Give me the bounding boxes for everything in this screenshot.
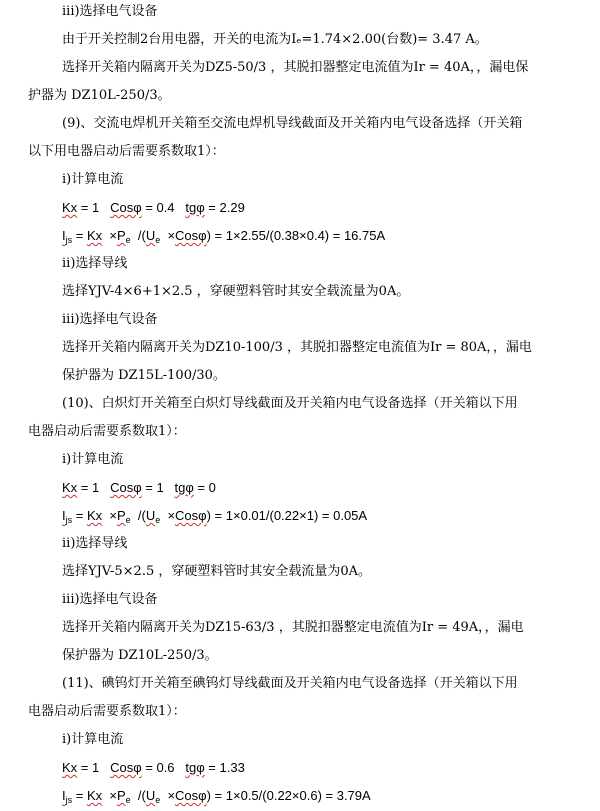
text-line: i)计算电流 — [62, 732, 124, 747]
text-line: (11)、碘钨灯开关箱至碘钨灯导线截面及开关箱内电气设备选择（开关箱以下用 — [62, 676, 518, 691]
text-line: iii)选择电气设备 — [62, 592, 158, 607]
text-line: i)计算电流 — [62, 172, 124, 187]
text-line: 电器启动后需要系数取1）： — [28, 424, 186, 439]
kx-label: Kx — [86, 228, 103, 243]
pe-label: $P_e$ — [116, 228, 131, 245]
text-line: (9)、交流电焊机开关箱至交流电焊机导线截面及开关箱内电气设备选择（开关箱 — [62, 116, 523, 131]
text-line: 护器为 DZ10L-250/3。 — [28, 88, 171, 103]
text-line: 保护器为 DZ15L-100/30。 — [62, 368, 226, 383]
current-formula-line: $I_{js} = Kx \times P_e$ $/(U_e \times Cos\varphi) = 1\times 0.01/(0.22\times 1) = 0.05A$ — [62, 508, 368, 525]
kx-label: Kx — [86, 508, 103, 523]
pe-label: $P_e$ — [116, 508, 131, 525]
text-line: i)计算电流 — [62, 452, 124, 467]
pe-label: $P_e$ — [116, 788, 131, 805]
tg-value: 1.33 — [219, 760, 245, 775]
cos-label: Cosφ — [110, 200, 142, 215]
text-line: 选择开关箱内隔离开关为DZ5-50/3 ，其脱扣器整定电流值为Ir = 40A，，漏电保 — [62, 60, 529, 75]
text-line: 选择开关箱内隔离开关为DZ15-63/3 ，其脱扣器整定电流值为Ir = 49A，，漏电 — [62, 620, 524, 635]
kx-label: Kx — [86, 788, 103, 803]
text-line: 由于开关控制2台用电器，开关的电流为Iₑ=1.74×2.00(台数)= 3.47 A。 — [62, 32, 488, 47]
text-line: iii)选择电气设备 — [62, 312, 158, 327]
text-line: ii)选择导线 — [62, 256, 128, 271]
calc-result: 1×2.55/(0.38×0.4) = 16.75A — [225, 228, 386, 243]
cos-value: 1 — [156, 480, 164, 495]
cos-label: Cosφ — [110, 760, 142, 775]
cos-value: 0.4 — [156, 200, 175, 215]
ijs-label: $I_{js}$ — [62, 508, 73, 525]
coefficient-line: Kx = 1 Cosφ = 0.6 tgφ = 1.33 — [62, 760, 245, 775]
tg-value: 2.29 — [219, 200, 245, 215]
ue-label: $U_e$ — [145, 788, 161, 805]
calc-result: 1×0.5/(0.22×0.6) = 3.79A — [225, 788, 371, 803]
ijs-label: $I_{js}$ — [62, 228, 73, 245]
text-line: (10)、白炽灯开关箱至白炽灯导线截面及开关箱内电气设备选择（开关箱以下用 — [62, 396, 518, 411]
kx-value: 1 — [92, 480, 100, 495]
text-line: 电器启动后需要系数取1）： — [28, 704, 186, 719]
tg-label: tgφ — [185, 200, 205, 215]
ijs-label: $I_{js}$ — [62, 788, 73, 805]
tg-label: tgφ — [174, 480, 194, 495]
cos-label: Cosφ — [175, 788, 207, 803]
ue-label: $U_e$ — [145, 228, 161, 245]
tg-value: 0 — [208, 480, 216, 495]
tg-label: tgφ — [185, 760, 205, 775]
cos-value: 0.6 — [156, 760, 175, 775]
text-line: 保护器为 DZ10L-250/3。 — [62, 648, 218, 663]
current-formula-line: $I_{js} = Kx \times P_e$ $/(U_e \times Cos\varphi) = 1\times 0.5/(0.22\times 0.6) = 3.79A$ — [62, 788, 371, 805]
calc-result: 1×0.01/(0.22×1) = 0.05A — [225, 508, 368, 523]
kx-label: Kx — [62, 200, 78, 215]
text-line: ii)选择导线 — [62, 536, 128, 551]
coefficient-line: Kx = 1 Cosφ = 0.4 tgφ = 2.29 — [62, 200, 245, 215]
cos-label: Cosφ — [175, 228, 207, 243]
cos-label: Cosφ — [175, 508, 207, 523]
kx-label: Kx — [62, 760, 78, 775]
cos-label: Cosφ — [110, 480, 142, 495]
kx-value: 1 — [92, 200, 100, 215]
kx-value: 1 — [92, 760, 100, 775]
kx-label: Kx — [62, 480, 78, 495]
text-line: 选择YJV-5×2.5 ，穿硬塑料管时其安全载流量为0A。 — [62, 564, 372, 579]
text-line: 选择YJV-4×6+1×2.5 ，穿硬塑料管时其安全载流量为0A。 — [62, 284, 410, 299]
coefficient-line: Kx = 1 Cosφ = 1 tgφ = 0 — [62, 480, 216, 495]
current-formula-line: $I_{js} = Kx \times P_e$ $/(U_e \times Cos\varphi) = 1\times 2.55/(0.38\times 0.4) = 16.75A$ — [62, 228, 386, 245]
text-line: iii)选择电气设备 — [62, 4, 158, 19]
text-line: 选择开关箱内隔离开关为DZ10-100/3 ，其脱扣器整定电流值为Ir = 80A，，漏电 — [62, 340, 532, 355]
text-line: 以下用电器启动后需要系数取1）： — [28, 144, 225, 159]
ue-label: $U_e$ — [145, 508, 161, 525]
